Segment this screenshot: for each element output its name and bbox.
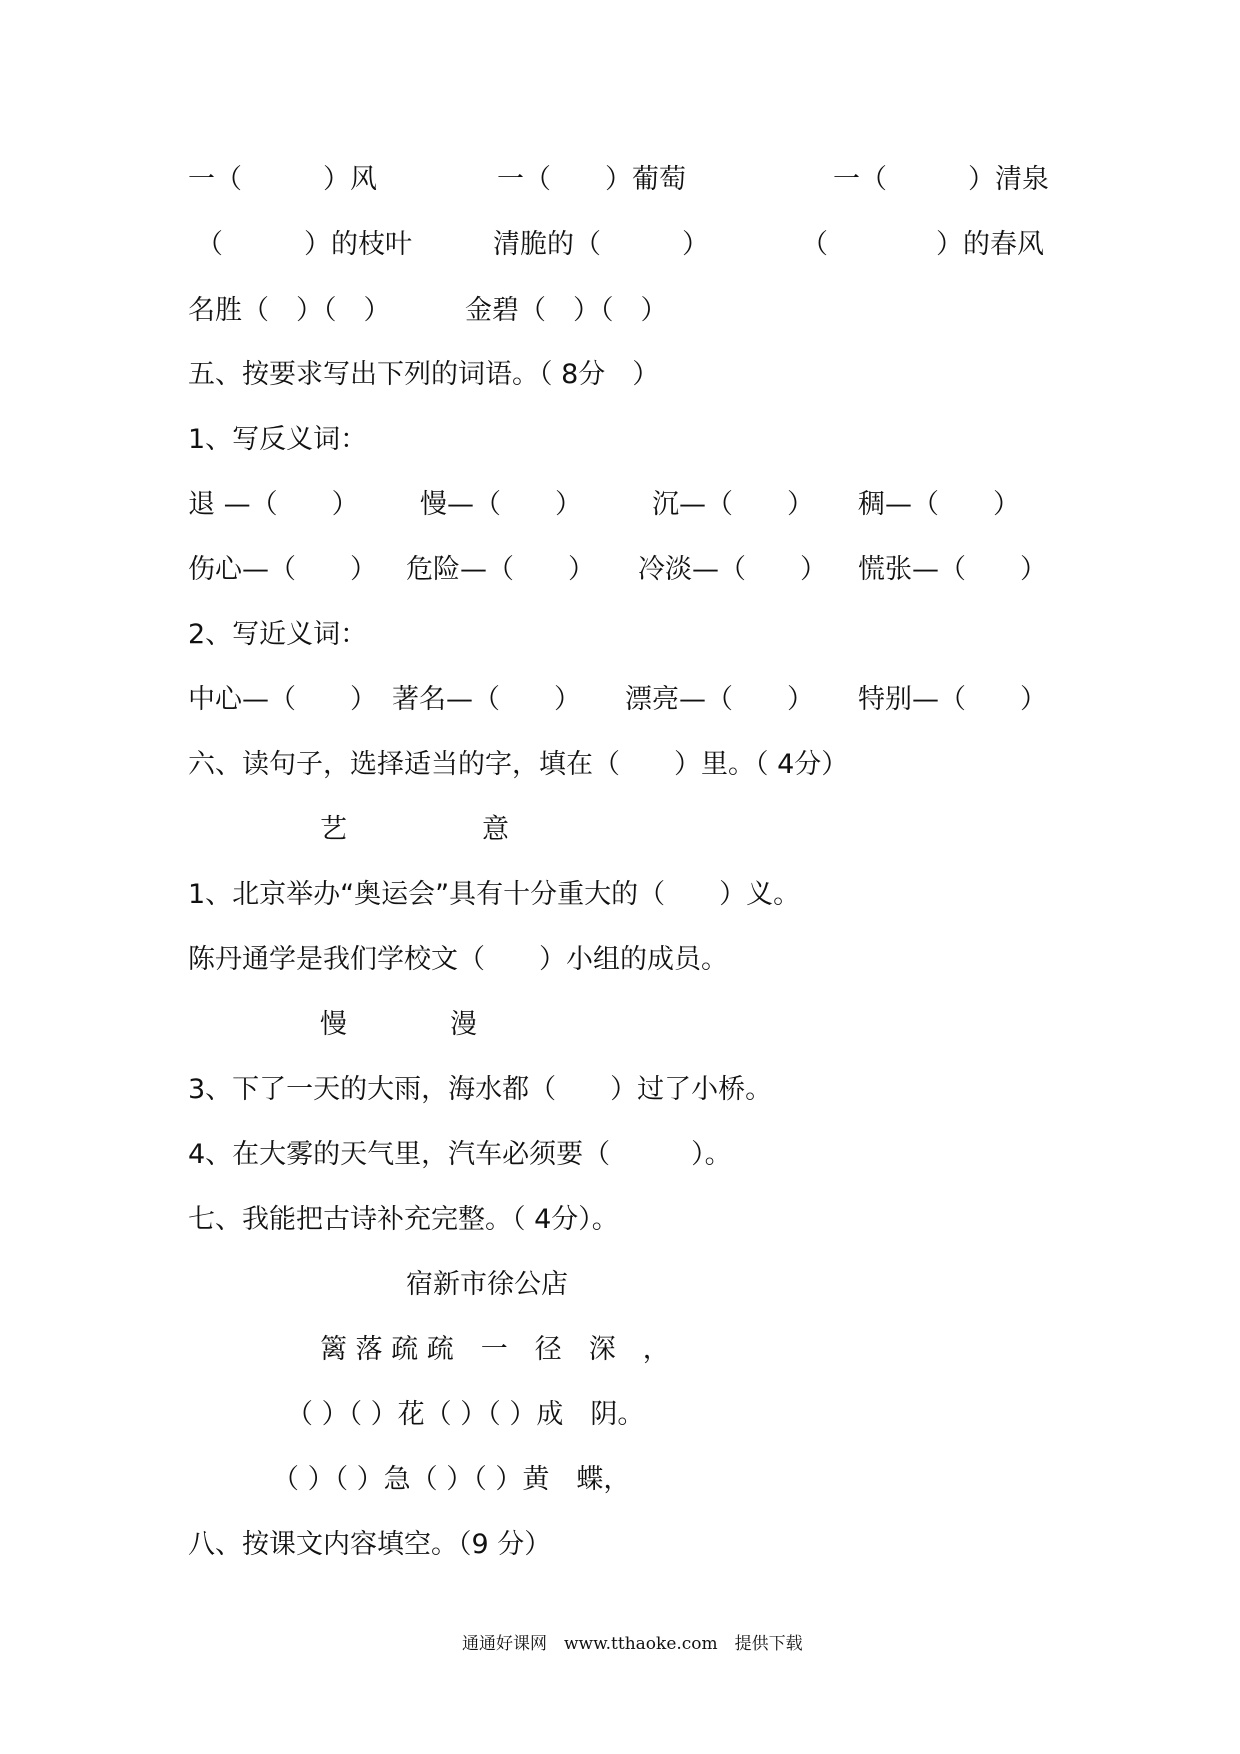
antonym-item: 伤心—（ ）: [188, 554, 377, 585]
synonym-item: 特别—（ ）: [858, 684, 1047, 715]
poem-line-1: 篱 落 疏 疏 一 径 深 ，: [320, 1334, 670, 1365]
section-6-title: 六、读句子，选择适当的字，填在（ ）里。（ 4分）: [188, 749, 849, 780]
section-5-title: 五、按要求写出下列的词语。（ 8分 ）: [188, 359, 660, 390]
choice-char: 慢: [320, 1009, 347, 1040]
synonym-title: 2、写近义词：: [188, 619, 368, 650]
choice-char: 漫: [450, 1009, 477, 1040]
section-8-title: 八、按课文内容填空。（9 分）: [188, 1529, 552, 1560]
synonym-item: 漂亮—（ ）: [625, 684, 814, 715]
fill-item-grapes: 一（ ）葡萄: [497, 164, 686, 195]
fill-item-spring: 一（ ）清泉: [833, 164, 1049, 195]
footer-credit: 通通好课网 www.tthaoke.com 提供下载: [462, 1634, 803, 1654]
antonym-title: 1、写反义词：: [188, 424, 368, 455]
sentence-3: 3、下了一天的大雨，海水都（ ）过了小桥。: [188, 1074, 773, 1105]
sentence-4: 4、在大雾的天气里，汽车必须要（ ）。: [188, 1139, 732, 1170]
antonym-item: 稠—（ ）: [858, 489, 1020, 520]
sentence-2: 陈丹通学是我们学校文（ ）小组的成员。: [188, 944, 728, 975]
synonym-item: 中心—（ ）: [188, 684, 377, 715]
antonym-item: 退 —（ ）: [188, 489, 359, 520]
poem-line-2: （ ）（ ）花（ ）（ ）成 阴。: [286, 1399, 645, 1430]
fill-item-spring-wind: （ ）的春风: [801, 229, 1044, 260]
antonym-item: 慌张—（ ）: [858, 554, 1047, 585]
section-7-title: 七、我能把古诗补充完整。（ 4分）。: [188, 1204, 619, 1235]
antonym-item: 冷淡—（ ）: [638, 554, 827, 585]
choice-char: 意: [482, 814, 509, 845]
sentence-1: 1、北京举办“奥运会”具有十分重大的（ ）义。: [188, 879, 801, 910]
antonym-item: 危险—（ ）: [406, 554, 595, 585]
fill-item-jinbi: 金碧（ ）（ ）: [465, 295, 668, 326]
poem-title: 宿新市徐公店: [406, 1269, 568, 1300]
choice-char: 艺: [320, 814, 347, 845]
fill-item-mingsheng: 名胜（ ）（ ）: [188, 295, 391, 326]
poem-line-3: （ ）（ ）急（ ）（ ）黄 蝶，: [272, 1464, 631, 1495]
fill-item-crisp: 清脆的（ ）: [493, 229, 709, 260]
fill-item-wind: 一（ ）风: [188, 164, 377, 195]
fill-item-leaves: （ ）的枝叶: [196, 229, 412, 260]
synonym-item: 著名—（ ）: [392, 684, 581, 715]
antonym-item: 慢—（ ）: [420, 489, 582, 520]
antonym-item: 沉—（ ）: [652, 489, 814, 520]
